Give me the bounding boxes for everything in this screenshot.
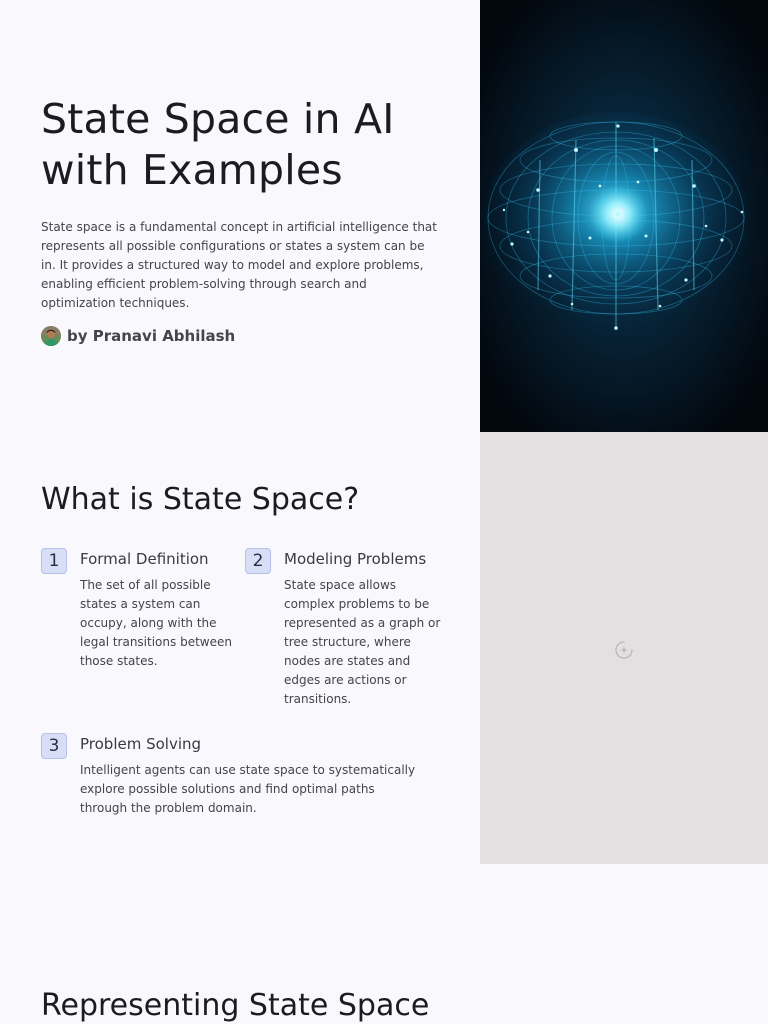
title-line-2: with Examples — [41, 146, 343, 194]
item-body: The set of all possible states a system can occupy, along with the legal transitions between those states. — [80, 578, 232, 668]
page-title — [41, 94, 441, 196]
number-badge: 2 — [245, 548, 271, 574]
number-badge: 1 — [41, 548, 67, 574]
list-item — [41, 733, 441, 833]
title-line-1: State Space in AI — [41, 95, 395, 143]
title-slide-text — [41, 94, 441, 346]
item-heading: Formal Definition — [80, 550, 209, 568]
what-is-section — [41, 480, 441, 520]
item-heading: Modeling Problems — [284, 550, 427, 568]
section-title: What is State Space? — [41, 482, 360, 517]
hero-image — [480, 0, 768, 432]
image-placeholder — [480, 432, 768, 864]
item-body: Intelligent agents can use state space to systematically explore possible solutions and find optimal paths through the problem domain. — [80, 763, 416, 815]
item-body: State space allows complex problems to be represented as a graph or tree structure, where nodes are states and edges are actions or transitions. — [284, 578, 441, 706]
intro-paragraph: State space is a fundamental concept in artificial intelligence that represents all possible configurations or states a system can be in. It provides a structured way to model and explore problems, enabling efficient problem-solving through search and optimization techniques. — [41, 220, 437, 310]
list-item — [245, 548, 445, 718]
section-title-representing: Representing State Space — [41, 988, 430, 1023]
author-name: by Pranavi Abhilash — [67, 327, 236, 345]
user-avatar-icon — [41, 326, 61, 346]
list-item — [41, 548, 231, 678]
author-byline — [41, 326, 441, 346]
item-heading: Problem Solving — [80, 735, 202, 753]
number-badge: 3 — [41, 733, 67, 759]
glowing-neural-sphere-icon — [480, 0, 768, 432]
loading-spinner-icon — [614, 640, 634, 660]
